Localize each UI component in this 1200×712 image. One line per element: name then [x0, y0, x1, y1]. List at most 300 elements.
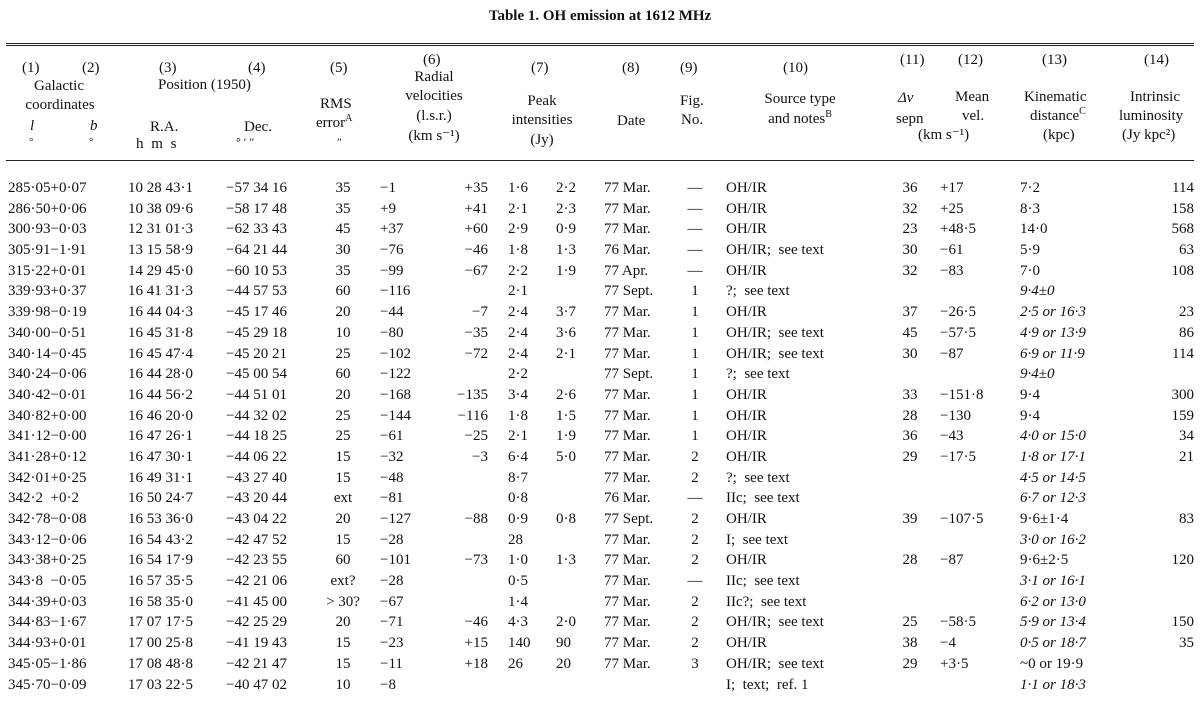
cell-velocity-2: −73	[464, 552, 488, 569]
cell-mean-velocity: −130	[940, 407, 971, 424]
cell-rms-error: 15	[335, 655, 351, 672]
cell-ra: 16 44 04·3	[128, 304, 193, 321]
cell-peak-2: 2·6	[556, 386, 576, 403]
cell-rms-error: ext?	[330, 573, 356, 590]
cell-source-type: OH/IR; see text	[726, 614, 824, 631]
table-body	[0, 178, 1200, 695]
cell-source-type: OH/IR	[726, 262, 767, 279]
cell-source-type: I; see text	[726, 531, 789, 548]
cell-fig-no: —	[687, 262, 703, 279]
table-row	[0, 633, 1200, 654]
cell-date: 77 Mar.	[604, 386, 651, 403]
cell-rms-error: 35	[335, 200, 351, 217]
cell-velocity-1: −44	[380, 304, 404, 321]
ra-units: h m s	[136, 136, 179, 152]
galactic-label: Galactic	[34, 78, 84, 94]
col-number-7: (7)	[531, 60, 549, 76]
cell-galactic-coordinates: 340·82+0·00	[8, 407, 87, 424]
cell-peak-2: 2·0	[556, 614, 576, 631]
cell-velocity-2: −35	[464, 324, 488, 341]
cell-mean-velocity: −107·5	[940, 511, 984, 527]
cell-fig-no: —	[687, 180, 703, 196]
table-row	[0, 675, 1200, 696]
cell-dec: −45 29 18	[226, 324, 287, 341]
cell-luminosity: 114	[1172, 180, 1194, 196]
cell-kinematic-distance-italic: 6·9 or 11·9	[1020, 345, 1085, 362]
cell-dec: −45 17 46	[226, 304, 287, 321]
cell-galactic-coordinates: 340·42−0·01	[8, 386, 87, 403]
cell-mean-velocity: −26·5	[940, 304, 976, 321]
cell-delta-v: 30	[902, 242, 918, 259]
cell-kinematic-distance-italic: 6·2 or 13·0	[1020, 593, 1086, 610]
cell-delta-v: 36	[902, 180, 918, 196]
cell-dec: −43 27 40	[226, 469, 287, 486]
cell-velocity-2: −67	[464, 262, 488, 279]
cell-fig-no: —	[687, 200, 703, 217]
cell-dec: −45 00 54	[226, 366, 287, 383]
cell-source-type: OH/IR	[726, 635, 767, 652]
col-number-9: (9)	[680, 60, 698, 76]
cell-kinematic-distance-italic: 4·0 or 15·0	[1020, 428, 1086, 445]
cell-peak-1: 2·1	[508, 428, 528, 445]
cell-velocity-1: −67	[380, 593, 404, 610]
cell-peak-2: 1·3	[556, 242, 576, 259]
cell-galactic-coordinates: 341·28+0·12	[8, 448, 87, 465]
cell-galactic-coordinates: 285·05+0·07	[8, 180, 87, 196]
cell-mean-velocity: −87	[940, 552, 964, 569]
cell-velocity-1: −11	[380, 655, 403, 672]
cell-ra: 16 47 30·1	[128, 448, 193, 465]
cell-kinematic-distance-italic: 3·1 or 16·1	[1020, 573, 1086, 590]
cell-ra: 17 08 48·8	[128, 655, 193, 672]
cell-velocity-1: −61	[380, 428, 404, 445]
cell-fig-no: 1	[691, 304, 699, 321]
cell-source-type: OH/IR	[726, 552, 767, 569]
cell-luminosity: 114	[1172, 345, 1194, 362]
cell-peak-2: 2·2	[556, 180, 576, 196]
cell-velocity-2: −135	[457, 386, 488, 403]
cell-dec: −45 20 21	[226, 345, 287, 362]
cell-date: 77 Apr.	[604, 262, 649, 279]
cell-rms-error: 20	[335, 386, 351, 403]
cell-kinematic-distance-italic: 3·0 or 16·2	[1020, 531, 1086, 548]
cell-mean-velocity: −151·8	[940, 386, 984, 403]
cell-date: 77 Mar.	[604, 407, 651, 424]
cell-velocity-1: −116	[380, 283, 411, 300]
cell-luminosity: 568	[1171, 221, 1194, 238]
cell-fig-no: 2	[691, 448, 699, 465]
cell-fig-no: —	[687, 242, 703, 259]
cell-peak-1: 4·3	[508, 614, 528, 631]
luminosity-label: luminosity	[1119, 108, 1184, 124]
table-row	[0, 447, 1200, 468]
cell-date: 77 Mar.	[604, 304, 651, 321]
cell-dec: −43 20 44	[226, 490, 287, 507]
cell-peak-1: 1·6	[508, 180, 528, 196]
cell-dec: −44 06 22	[226, 448, 287, 465]
top-rule-double	[6, 45, 1194, 46]
cell-peak-1: 2·4	[508, 345, 528, 362]
table-row	[0, 385, 1200, 406]
cell-dec: −40 47 02	[226, 676, 287, 693]
table-row	[0, 488, 1200, 509]
vel-label: vel.	[962, 108, 985, 124]
cell-dec: −44 18 25	[226, 428, 287, 445]
cell-mean-velocity: −87	[940, 345, 964, 362]
cell-velocity-1: −48	[380, 469, 404, 486]
distance-footnote: C	[1079, 106, 1086, 117]
intrinsic-label: Intrinsic	[1130, 89, 1180, 105]
cell-galactic-coordinates: 300·93−0·03	[8, 221, 87, 238]
table-row	[0, 509, 1200, 530]
cell-luminosity: 120	[1171, 552, 1194, 569]
cell-source-type: ?; see text	[726, 469, 790, 486]
cell-ra: 16 54 43·2	[128, 531, 193, 548]
cell-source-type: OH/IR	[726, 200, 767, 217]
cell-fig-no: —	[687, 490, 703, 507]
cell-dec: −41 45 00	[226, 593, 287, 610]
cell-fig-no: 1	[691, 283, 699, 300]
cell-ra: 16 46 20·0	[128, 407, 193, 424]
cell-source-type: ?; see text	[726, 366, 790, 383]
cell-galactic-coordinates: 340·24−0·06	[8, 366, 87, 383]
cell-velocity-1: −99	[380, 262, 404, 279]
cell-velocity-1: −102	[380, 345, 411, 362]
cell-galactic-coordinates: 315·22+0·01	[8, 262, 87, 279]
cell-peak-1: 0·5	[508, 573, 528, 590]
cell-date: 77 Mar.	[604, 345, 651, 362]
cell-ra: 16 45 47·4	[128, 345, 193, 362]
cell-ra: 16 44 28·0	[128, 366, 193, 383]
cell-peak-2: 1·9	[556, 428, 576, 445]
cell-velocity-1: −8	[380, 676, 396, 693]
cell-ra: 16 44 56·2	[128, 386, 193, 403]
cell-dec: −58 17 48	[226, 200, 287, 217]
cell-peak-1: 1·8	[508, 407, 528, 424]
cell-peak-1: 0·8	[508, 490, 528, 507]
cell-date: 77 Mar.	[604, 573, 651, 590]
cell-peak-1: 8·7	[508, 469, 528, 486]
cell-peak-2: 1·9	[556, 262, 576, 279]
cell-peak-2: 2·3	[556, 200, 576, 217]
cell-peak-1: 2·2	[508, 366, 528, 383]
cell-dec: −42 23 55	[226, 552, 287, 569]
cell-delta-v: 32	[902, 200, 918, 217]
col-number-4: (4)	[248, 60, 266, 76]
cell-peak-2: 0·9	[556, 221, 576, 238]
cell-peak-1: 3·4	[508, 386, 528, 403]
cell-date: 76 Mar.	[604, 242, 651, 259]
cell-rms-error: 45	[335, 221, 351, 238]
cell-fig-no: 2	[691, 552, 699, 569]
top-rule	[6, 43, 1194, 44]
cell-source-type: IIc?; see text	[726, 593, 807, 610]
cell-kinematic-distance-italic: 2·5 or 16·3	[1020, 304, 1086, 321]
cell-velocity-2: +15	[464, 635, 488, 652]
cell-rms-error: 35	[335, 262, 351, 279]
cell-peak-2: 3·7	[556, 304, 576, 321]
table-row	[0, 199, 1200, 220]
cell-delta-v: 28	[902, 407, 918, 424]
cell-date: 77 Mar.	[604, 469, 651, 486]
table-row	[0, 406, 1200, 427]
source-footnote: B	[825, 109, 832, 120]
cell-peak-1: 0·9	[508, 511, 528, 527]
cell-kinematic-distance-italic: 4·5 or 14·5	[1020, 469, 1086, 486]
cell-mean-velocity: −57·5	[940, 324, 976, 341]
cell-rms-error: 60	[335, 552, 351, 569]
cell-rms-error: 20	[335, 511, 351, 527]
cell-ra: 16 58 35·0	[128, 593, 193, 610]
cell-source-type: OH/IR; see text	[726, 242, 824, 259]
position-label: Position (1950)	[158, 77, 251, 93]
cell-peak-1: 6·4	[508, 448, 528, 465]
cell-galactic-coordinates: 286·50+0·06	[8, 200, 87, 217]
cell-source-type: OH/IR; see text	[726, 345, 824, 362]
cell-peak-1: 1·8	[508, 242, 528, 259]
cell-source-type: IIc; see text	[726, 490, 800, 507]
cell-date: 76 Mar.	[604, 490, 651, 507]
cell-ra: 16 49 31·1	[128, 469, 193, 486]
cell-velocity-1: −1	[380, 180, 396, 196]
cell-velocity-1: −32	[380, 448, 404, 465]
intensities-label: intensities	[511, 112, 573, 128]
cell-kinematic-distance: ~0 or 19·9	[1020, 655, 1084, 672]
cell-velocity-2: −46	[464, 614, 488, 631]
cell-source-type: OH/IR	[726, 407, 767, 424]
table-row	[0, 219, 1200, 240]
cell-date: 77 Mar.	[604, 200, 651, 217]
rms-label: RMS	[320, 96, 352, 112]
table-row	[0, 426, 1200, 447]
cell-mean-velocity: +48·5	[940, 221, 976, 238]
dec-label: Dec.	[244, 119, 272, 135]
table-row	[0, 654, 1200, 675]
col-number-3: (3)	[159, 60, 177, 76]
cell-mean-velocity: +25	[940, 200, 964, 217]
sepn-label: sepn	[896, 111, 924, 127]
cell-date: 77 Sept.	[604, 366, 654, 383]
cell-velocity-1: −81	[380, 490, 404, 507]
cell-ra: 16 50 24·7	[128, 490, 193, 507]
cell-dec: −42 47 52	[226, 531, 287, 548]
cell-galactic-coordinates: 343·38+0·25	[8, 552, 87, 569]
cell-velocity-1: −80	[380, 324, 404, 341]
cell-ra: 14 29 45·0	[128, 262, 193, 279]
cell-rms-error: ext	[333, 490, 353, 507]
cell-mean-velocity: −61	[940, 242, 964, 259]
cell-velocity-1: −122	[380, 366, 411, 383]
cell-ra: 17 07 17·5	[128, 614, 193, 631]
cell-delta-v: 29	[902, 448, 918, 465]
b-degree-unit: °	[89, 136, 94, 148]
ra-label: R.A.	[150, 119, 179, 135]
cell-peak-1: 2·9	[508, 221, 528, 238]
cell-ra: 16 54 17·9	[128, 552, 193, 569]
distance-units: (kpc)	[1043, 127, 1075, 143]
cell-delta-v: 37	[902, 304, 918, 321]
cell-peak-2: 90	[556, 635, 571, 652]
table-row	[0, 364, 1200, 385]
cell-velocity-1: −101	[380, 552, 411, 569]
cell-delta-v: 32	[902, 262, 918, 279]
cell-kinematic-distance: 5·9	[1020, 242, 1040, 259]
cell-rms-error: 20	[335, 614, 351, 631]
cell-galactic-coordinates: 341·12−0·00	[8, 428, 87, 445]
cell-velocity-1: +9	[380, 200, 396, 217]
cell-luminosity: 86	[1179, 324, 1194, 341]
cell-delta-v: 39	[902, 511, 918, 527]
cell-source-type: I; text; ref. 1	[726, 676, 809, 693]
cell-galactic-coordinates: 343·12−0·06	[8, 531, 87, 548]
cell-kinematic-distance: 9·4	[1020, 386, 1040, 403]
peak-units: (Jy)	[530, 132, 554, 148]
cell-rms-error: 25	[335, 428, 351, 445]
cell-fig-no: —	[687, 221, 703, 238]
cell-fig-no: 1	[691, 324, 699, 341]
l-label: l	[30, 118, 35, 134]
cell-source-type: OH/IR	[726, 428, 767, 445]
cell-delta-v: 36	[902, 428, 918, 445]
col-number-10: (10)	[783, 60, 808, 76]
cell-date: 77 Mar.	[604, 448, 651, 465]
cell-source-type: ?; see text	[726, 283, 790, 300]
cell-delta-v: 28	[902, 552, 918, 569]
cell-rms-error: 35	[335, 180, 351, 196]
cell-kinematic-distance-italic: 9·4±0	[1020, 283, 1055, 300]
radial-units: (km s⁻¹)	[408, 128, 460, 144]
cell-rms-error: 15	[335, 531, 351, 548]
cell-fig-no: 1	[691, 345, 699, 362]
cell-luminosity: 300	[1171, 386, 1194, 403]
cell-galactic-coordinates: 339·98−0·19	[8, 304, 87, 321]
cell-dec: −57 34 16	[226, 180, 287, 196]
cell-dec: −64 21 44	[226, 242, 287, 259]
cell-peak-2: 2·1	[556, 345, 576, 362]
cell-velocity-2: −3	[472, 448, 488, 465]
table-row	[0, 571, 1200, 592]
cell-peak-2: 5·0	[556, 448, 576, 465]
table-row	[0, 281, 1200, 302]
cell-date: 77 Mar.	[604, 324, 651, 341]
cell-kinematic-distance-italic: 1·8 or 17·1	[1020, 448, 1086, 465]
cell-rms-error: 20	[335, 304, 351, 321]
table-row	[0, 178, 1200, 199]
cell-galactic-coordinates: 345·70−0·09	[8, 676, 87, 693]
cell-kinematic-distance: 8·3	[1020, 200, 1040, 217]
cell-source-type: OH/IR	[726, 180, 767, 196]
kinematic-label: Kinematic	[1024, 89, 1087, 105]
cell-rms-error: 10	[335, 324, 351, 341]
cell-peak-2: 0·8	[556, 511, 576, 527]
cell-source-type: OH/IR; see text	[726, 324, 824, 341]
cell-date: 77 Mar.	[604, 552, 651, 569]
table-row	[0, 240, 1200, 261]
cell-galactic-coordinates: 343·8 −0·05	[8, 573, 87, 590]
cell-luminosity: 83	[1179, 511, 1194, 527]
cell-dec: −44 51 01	[226, 386, 287, 403]
cell-date: 77 Mar.	[604, 614, 651, 631]
table-row	[0, 323, 1200, 344]
cell-kinematic-distance: 14·0	[1020, 221, 1048, 238]
col-number-2: (2)	[82, 60, 100, 76]
cell-fig-no: 2	[691, 511, 699, 527]
cell-luminosity: 108	[1171, 262, 1194, 279]
cell-velocity-2: +35	[464, 180, 488, 196]
table-row	[0, 468, 1200, 489]
cell-velocity-1: −28	[380, 531, 404, 548]
cell-fig-no: 1	[691, 386, 699, 403]
fig-no-label: No.	[681, 112, 704, 128]
cell-velocity-1: −28	[380, 573, 404, 590]
cell-fig-no: 1	[691, 366, 699, 383]
cell-velocity-2: −46	[464, 242, 488, 259]
cell-rms-error: 25	[335, 345, 351, 362]
cell-velocity-2: −25	[464, 428, 488, 445]
cell-kinematic-distance-italic: 1·1 or 18·3	[1020, 676, 1086, 693]
delta-v-label: Δv	[898, 90, 914, 106]
cell-dec: −44 57 53	[226, 283, 287, 300]
cell-galactic-coordinates: 305·91−1·91	[8, 242, 87, 259]
cell-fig-no: 2	[691, 614, 699, 631]
cell-ra: 17 03 22·5	[128, 676, 193, 693]
cell-velocity-1: −71	[380, 614, 404, 631]
cell-rms-error: 25	[335, 407, 351, 424]
cell-galactic-coordinates: 342·01+0·25	[8, 469, 87, 486]
cell-peak-1: 140	[508, 635, 531, 652]
cell-fig-no: 1	[691, 407, 699, 424]
cell-source-type: IIc; see text	[726, 573, 800, 590]
cell-dec: −44 32 02	[226, 407, 287, 424]
col-number-14: (14)	[1144, 52, 1169, 68]
table-row	[0, 261, 1200, 282]
cell-delta-v: 29	[902, 655, 918, 672]
col-number-13: (13)	[1042, 52, 1067, 68]
cell-dec: −42 21 06	[226, 573, 287, 590]
cell-luminosity: 35	[1179, 635, 1194, 652]
dec-units: ° ′ ″	[236, 135, 255, 149]
distance-label: distance$^C$	[1030, 106, 1086, 124]
cell-ra: 10 38 09·6	[128, 200, 193, 217]
cell-kinematic-distance: 9·4	[1020, 407, 1040, 424]
cell-dec: −62 33 43	[226, 221, 287, 238]
cell-kinematic-distance-italic: 6·7 or 12·3	[1020, 490, 1086, 507]
cell-mean-velocity: −4	[940, 635, 956, 652]
cell-source-type: OH/IR	[726, 511, 767, 527]
cell-dec: −42 21 47	[226, 655, 287, 672]
cell-ra: 16 41 31·3	[128, 283, 193, 300]
cell-galactic-coordinates: 344·39+0·03	[8, 593, 87, 610]
cell-kinematic-distance: 9·6±2·5	[1020, 552, 1069, 569]
cell-delta-v: 30	[902, 345, 918, 362]
cell-date: 77 Sept.	[604, 283, 654, 300]
source-type-label: Source type	[764, 91, 836, 107]
radial-label: Radial	[414, 69, 454, 85]
cell-peak-1: 2·4	[508, 304, 528, 321]
cell-kinematic-distance-italic: 9·4±0	[1020, 366, 1055, 383]
cell-peak-2: 3·6	[556, 324, 576, 341]
cell-peak-2: 1·5	[556, 407, 576, 424]
cell-mean-velocity: +17	[940, 180, 964, 196]
cell-velocity-2: −7	[472, 304, 488, 321]
peak-label: Peak	[527, 93, 557, 109]
col-number-11: (11)	[900, 52, 925, 68]
cell-velocity-2: −72	[464, 345, 488, 362]
cell-rms-error: > 30?	[326, 593, 360, 610]
cell-galactic-coordinates: 340·14−0·45	[8, 345, 87, 362]
cell-mean-velocity: +3·5	[940, 655, 969, 672]
cell-source-type: OH/IR; see text	[726, 655, 824, 672]
